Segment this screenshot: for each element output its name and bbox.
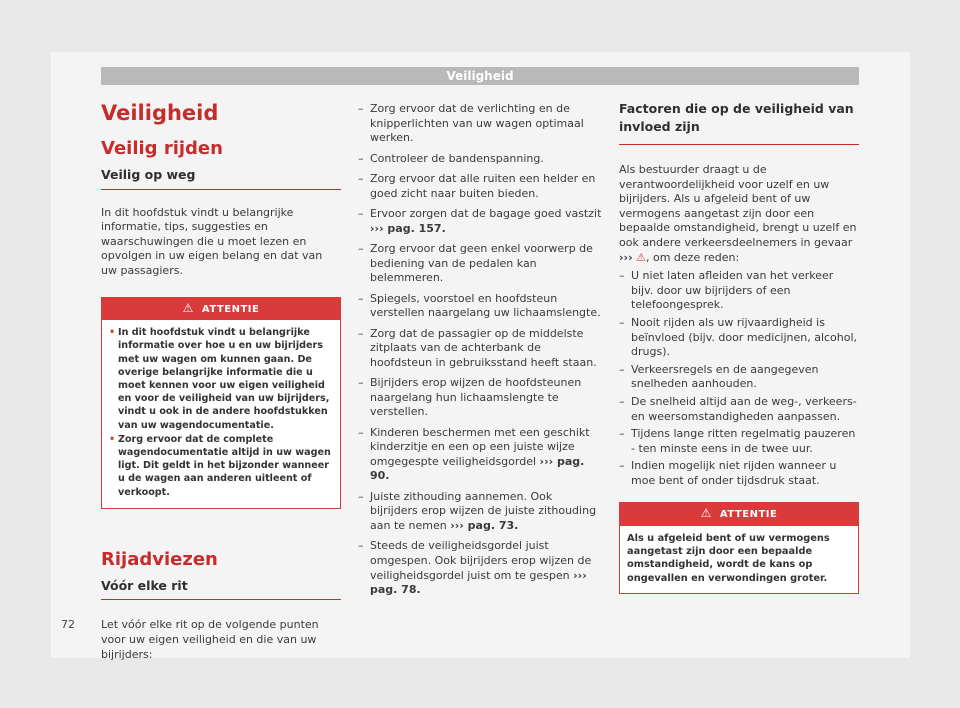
warning-header xyxy=(102,298,340,321)
list-item: – De snelheid altijd aan de weg-, verkeers- en weersomstandigheden aanpassen. xyxy=(619,395,859,424)
warning-box xyxy=(101,297,341,509)
section-rijadviezen xyxy=(101,549,341,662)
list-item: – Nooit rijden als uw rijvaardigheid is beïnvloed (bijv. door medicijnen, alcohol, drugs). xyxy=(619,316,859,360)
factors-list xyxy=(619,269,859,488)
page-reference-link[interactable]: ››› pag. 73. xyxy=(450,519,519,533)
warning-triangle-icon: ⚠ xyxy=(636,250,646,264)
page-reference-link[interactable]: ››› pag. 90. xyxy=(370,454,585,483)
section-subheading: Vóór elke rit xyxy=(101,579,341,601)
warning-triangle-icon: ⚠ xyxy=(700,506,712,521)
factors-intro: Als bestuurder draagt u de verantwoordelijkheid voor uzelf en uw bijrijders. Als u afgeleid bent of uw vermogens aangetast zijn door een bepaalde omstandigheid, brengt u uzelf en ook andere verkeersdeelnemers in gevaar ››› ⚠, om deze reden: xyxy=(619,163,857,264)
warning-reference-link[interactable]: ››› xyxy=(619,250,633,264)
list-item: – Zorg ervoor dat geen enkel voorwerp de bediening van de pedalen kan belemmeren. xyxy=(358,242,603,286)
list-item: – Zorg ervoor dat alle ruiten een helder en goed zicht naar buiten bieden. xyxy=(358,172,603,201)
column-right xyxy=(619,100,859,594)
warning-box xyxy=(619,502,859,593)
page-title: Veiligheid xyxy=(101,101,219,125)
warning-header xyxy=(620,503,858,526)
warning-title: ATTENTIE xyxy=(719,509,778,521)
chapter-title: Veilig rijden xyxy=(101,138,223,159)
section-header: Veiligheid xyxy=(101,67,859,85)
list-item: – Zorg ervoor dat de verlichting en de knipperlichten van uw wagen optimaal werken. xyxy=(358,102,603,146)
factors-heading: Factoren die op de veiligheid van invloed zijn xyxy=(619,100,859,145)
page-reference-link[interactable]: ››› pag. 157. xyxy=(370,221,446,235)
list-item: – Verkeersregels en de aangegeven snelheden aanhouden. xyxy=(619,363,859,392)
list-item: – Bijrijders erop wijzen de hoofdsteunen naargelang hun lichaamslengte te verstellen. xyxy=(358,376,603,420)
list-item: – Tijdens lange ritten regelmatig pauzeren - ten minste eens in de twee uur. xyxy=(619,427,859,456)
list-item: – Indien mogelijk niet rijden wanneer u moe bent of onder tijdsdruk staat. xyxy=(619,459,859,488)
page-number: 72 xyxy=(61,618,75,631)
warning-triangle-icon: ⚠ xyxy=(182,300,194,315)
column-middle xyxy=(358,102,603,604)
list-item: – Spiegels, voorstoel en hoofdsteun verstellen naargelang uw lichaamslengte. xyxy=(358,292,603,321)
warning-title: ATTENTIE xyxy=(201,303,260,315)
list-item: – U niet laten afleiden van het verkeer bijv. door uw bijrijders of een telefoongesprek. xyxy=(619,269,859,313)
intro-text: In dit hoofdstuk vindt u belangrijke informatie, tips, suggesties en waarschuwingen die u moet lezen en opvolgen in uw eigen belang en dat van uw passagiers. xyxy=(101,205,323,277)
page-reference-link[interactable]: ››› pag. 78. xyxy=(370,568,587,597)
section-text: Let vóór elke rit op de volgende punten voor uw eigen veiligheid en die van uw bijrijders: xyxy=(101,618,319,661)
list-item: – Controleer de bandenspanning. xyxy=(358,152,603,167)
list-item: – Ervoor zorgen dat de bagage goed vastzit ››› pag. 157. xyxy=(358,207,603,236)
warning-item: • Zorg ervoor dat de complete wagendocumentatie altijd in uw wagen ligt. Dit geldt in het bijzonder wanneer u de wagen aan anderen uitleent of verkoopt. xyxy=(109,433,333,499)
section-title: Rijadviezen xyxy=(101,548,218,570)
warning-item: • In dit hoofdstuk vindt u belangrijke informatie over hoe u en uw bijrijders met uw wagen om kunnen gaan. De overige belangrijke informatie die u moet kennen voor uw eigen veiligheid en voor de veiligheid van uw bijrijders, vindt u ook in de andere hoofdstukken van uw wagendocumentatie. xyxy=(109,326,333,432)
column-left xyxy=(101,100,341,662)
list-item: – Zorg dat de passagier op de middelste zitplaats van de achterbank de hoofdsteun in gebruiksstand heeft staan. xyxy=(358,327,603,371)
warning-body: Als u afgeleid bent of uw vermogens aangetast zijn door een bepaalde omstandigheid, wordt de kans op ongevallen en verwondingen groter. xyxy=(627,533,830,584)
list-item: – Juiste zithouding aannemen. Ook bijrijders erop wijzen de juiste zithouding aan te nemen ››› pag. 73. xyxy=(358,490,603,534)
warning-body xyxy=(102,320,340,508)
section-heading: Veilig op weg xyxy=(101,168,341,190)
list-item: – Steeds de veiligheidsgordel juist omgespen. Ook bijrijders erop wijzen de veiligheidsgordel juist om te gespen ››› pag. 78. xyxy=(358,539,603,597)
checklist xyxy=(358,102,603,598)
list-item: – Kinderen beschermen met een geschikt kinderzitje en een op een juiste wijze omgegespte veiligheidsgordel ››› pag. 90. xyxy=(358,426,603,484)
